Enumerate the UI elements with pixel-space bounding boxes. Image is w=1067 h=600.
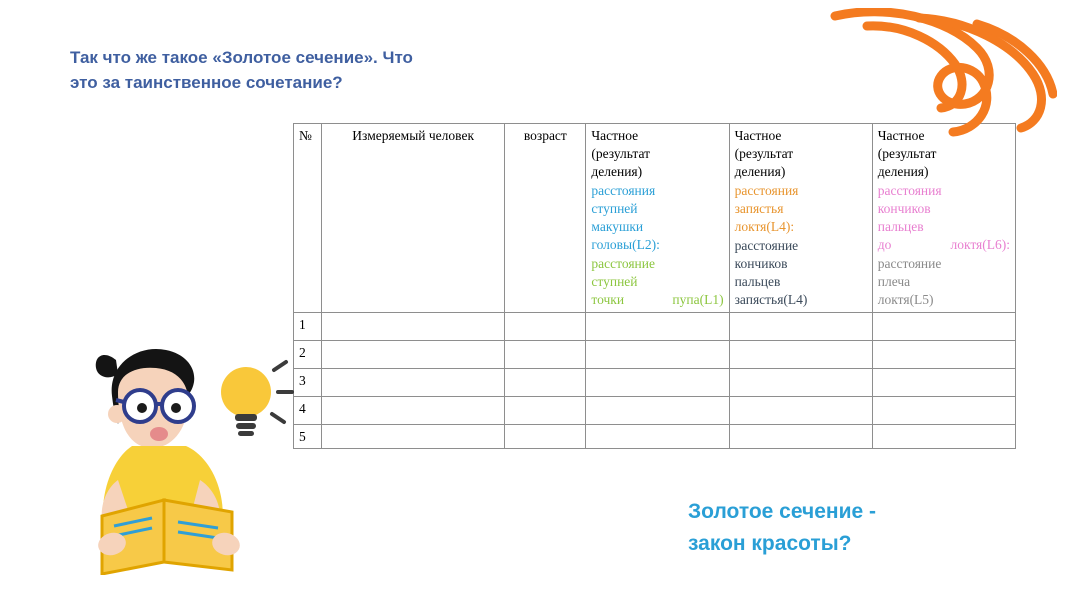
header-number: №: [294, 124, 322, 313]
row-q3-cell[interactable]: [872, 340, 1015, 368]
q2-num-l3: локтя(L4):: [734, 218, 795, 234]
q1-den-l1: расстояние: [591, 255, 655, 271]
bottom-caption: [688, 496, 1018, 559]
measurement-table-container: [293, 123, 1016, 449]
row-q1-cell[interactable]: [586, 340, 729, 368]
q2-den-l2: кончиков: [734, 255, 788, 271]
table-row[interactable]: [294, 368, 1016, 396]
q1-num-l1: расстояния: [591, 182, 656, 198]
row-age-cell[interactable]: [505, 424, 586, 449]
q3-num-l4: до локтя(L6):: [877, 236, 1010, 252]
q2-num-l2: запястья: [734, 200, 784, 216]
table-row[interactable]: [294, 340, 1016, 368]
row-age-cell[interactable]: [505, 340, 586, 368]
table-row[interactable]: [294, 396, 1016, 424]
boy-reading-book-illustration-icon: [60, 330, 310, 575]
row-person-cell[interactable]: [322, 368, 505, 396]
q1-num-l3: макушки: [591, 218, 644, 234]
quotient-label-3-line2: (результат: [877, 145, 937, 161]
q1-num-l4: головы(L2):: [591, 236, 660, 252]
row-number: 4: [294, 396, 322, 424]
q3-num-l3: пальцев: [877, 218, 924, 234]
quotient-label-2-line2: (результат: [734, 145, 794, 161]
row-q3-cell[interactable]: [872, 424, 1015, 449]
table-row[interactable]: [294, 312, 1016, 340]
quotient-label-1-line2: (результат: [591, 145, 650, 161]
row-q1-cell[interactable]: [586, 312, 729, 340]
row-age-cell[interactable]: [505, 312, 586, 340]
bottom-caption-line-1: Золотое сечение -: [688, 500, 876, 523]
header-age: возраст: [505, 124, 586, 313]
row-number: 5: [294, 424, 322, 449]
quotient-label-3-line3: деления): [877, 163, 929, 179]
row-person-cell[interactable]: [322, 396, 505, 424]
row-q3-cell[interactable]: [872, 312, 1015, 340]
quotient-label-1-line1: Частное: [591, 128, 639, 143]
bottom-caption-line-2: закон красоты?: [688, 531, 852, 555]
row-number: 2: [294, 340, 322, 368]
row-q1-cell[interactable]: [586, 396, 729, 424]
header-quotient-1: [586, 124, 729, 313]
q3-den-l2: плеча: [877, 273, 911, 289]
orange-swirl-decoration-icon: [827, 8, 1057, 138]
table-header-row: [294, 124, 1016, 313]
quotient-label-2-line3: деления): [734, 163, 786, 179]
row-q2-cell[interactable]: [729, 424, 872, 449]
q1-num-l2: ступней: [591, 200, 638, 216]
q3-den-l3: локтя(L5): [877, 291, 934, 307]
header-person: Измеряемый человек: [322, 124, 505, 313]
page-title: [70, 46, 630, 95]
row-number: 3: [294, 368, 322, 396]
q3-num-l1: расстояния: [877, 182, 942, 198]
row-person-cell[interactable]: [322, 312, 505, 340]
row-q3-cell[interactable]: [872, 396, 1015, 424]
row-age-cell[interactable]: [505, 396, 586, 424]
quotient-label-3-line1: Частное: [877, 128, 925, 143]
row-q1-cell[interactable]: [586, 368, 729, 396]
row-q2-cell[interactable]: [729, 368, 872, 396]
row-q2-cell[interactable]: [729, 396, 872, 424]
q1-den-l3: точки пупа(L1): [591, 291, 724, 307]
row-person-cell[interactable]: [322, 340, 505, 368]
row-q3-cell[interactable]: [872, 368, 1015, 396]
page-title-line-2: это за таинственное сочетание?: [70, 72, 343, 92]
quotient-3-numerator: [878, 182, 1010, 254]
q3-num-l2: кончиков: [877, 200, 931, 216]
quotient-label-1-line3: деления): [591, 163, 643, 179]
quotient-2-numerator: [735, 182, 867, 236]
quotient-2-denominator: [735, 237, 867, 309]
quotient-1-denominator: [591, 255, 723, 309]
measurement-table: [293, 123, 1016, 449]
row-person-cell[interactable]: [322, 424, 505, 449]
q2-den-l3: пальцев: [734, 273, 781, 289]
q3-den-l1: расстояние: [877, 255, 942, 271]
lightbulb-icon: [221, 362, 292, 436]
row-q1-cell[interactable]: [586, 424, 729, 449]
quotient-3-denominator: [878, 255, 1010, 309]
header-quotient-2: [729, 124, 872, 313]
quotient-label-2-line1: Частное: [734, 128, 782, 143]
row-number: 1: [294, 312, 322, 340]
header-quotient-3: [872, 124, 1015, 313]
q2-num-l1: расстояния: [734, 182, 799, 198]
quotient-1-numerator: [591, 182, 723, 254]
q2-den-l4: запястья(L4): [734, 291, 808, 307]
row-age-cell[interactable]: [505, 368, 586, 396]
q1-den-l2: ступней: [591, 273, 638, 289]
q2-den-l1: расстояние: [734, 237, 799, 253]
row-q2-cell[interactable]: [729, 340, 872, 368]
table-row[interactable]: [294, 424, 1016, 449]
row-q2-cell[interactable]: [729, 312, 872, 340]
page-title-line-1: Так что же такое «Золотое сечение». Что: [70, 48, 413, 67]
